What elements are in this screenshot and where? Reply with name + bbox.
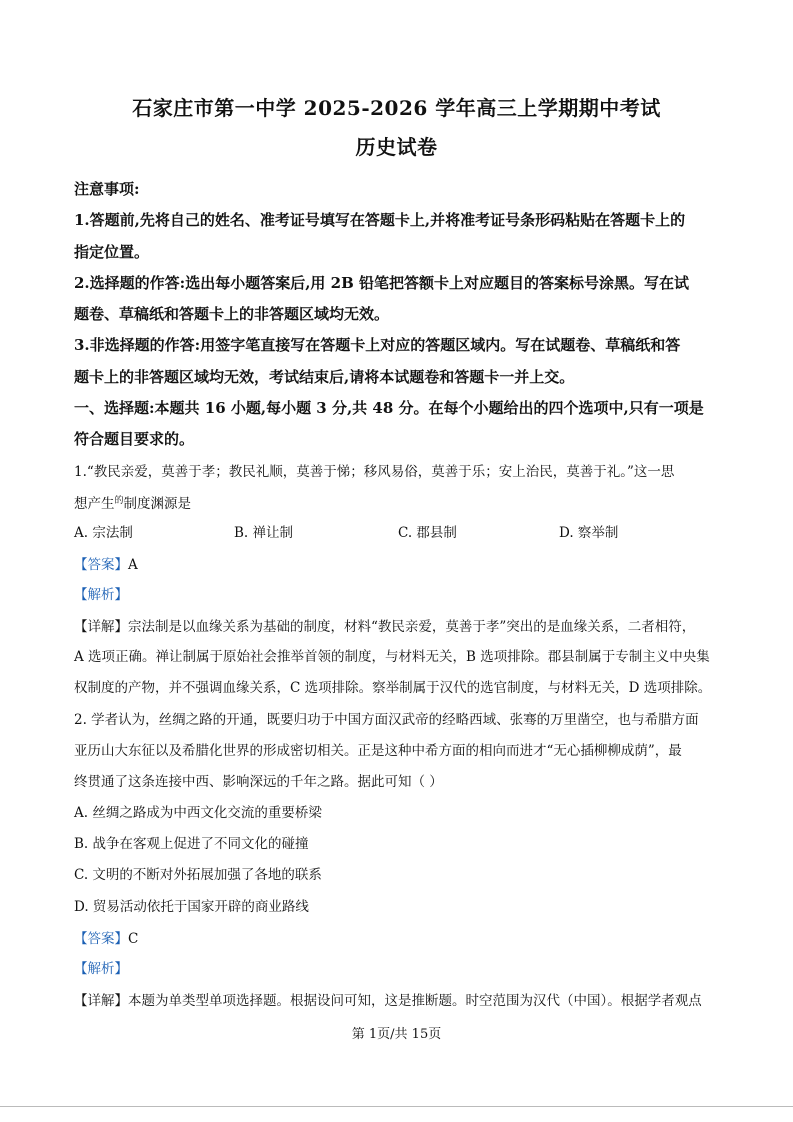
answer-value: C	[128, 931, 139, 947]
exam-title: 石家庄市第一中学 2025-2026 学年高三上学期期中考试	[132, 96, 661, 120]
q1-stem-sup: 的	[114, 496, 124, 506]
notice-line: 1.答题前,先将自己的姓名、准考证号填写在答题卡上,并将准考证号条形码粘贴在答题卡上的	[74, 211, 686, 229]
q2-answer	[74, 927, 138, 947]
q1-detail: A 选项正确。禅让制属于原始社会推举首领的制度，与材料无关，B 选项排除。郡县制属于专制主义中央集	[74, 649, 710, 665]
q2-stem: 亚历山大东征以及希腊化世界的形成密切相关。正是这种中希方面的相向而进才“无心插柳柳成荫”，最	[74, 743, 682, 759]
q2-option-c: C. 文明的不断对外拓展加强了各地的联系	[74, 867, 322, 883]
notice-line: 指定位置。	[74, 243, 150, 261]
q1-answer	[74, 553, 138, 573]
answer-label: 【答案】	[74, 557, 128, 573]
q2-stem: 2. 学者认为，丝绸之路的开通，既要归功于中国方面汉武帝的经略西域、张骞的万里凿空，也与希腊方面	[74, 712, 699, 728]
q1-option-d: D. 察举制	[559, 525, 619, 541]
q2-stem: 终贯通了这条连接中西、影响深远的千年之路。据此可知（ ）	[74, 774, 443, 790]
q1-detail: 【详解】宗法制是以血缘关系为基础的制度，材料“教民亲爱，莫善于孝”突出的是血缘关系，二者相符，	[74, 619, 696, 635]
q1-option-c: C. 郡县制	[398, 525, 457, 541]
notice-line: 2.选择题的作答:选出每小题答案后,用 2B 铅笔把答额卡上对应题目的答案标号涂黑。写在试	[74, 274, 689, 292]
q1-stem-part: 制度渊源是	[123, 496, 192, 512]
exam-subtitle: 历史试卷	[355, 135, 438, 159]
answer-value: A	[128, 557, 138, 573]
q1-option-a: A. 宗法制	[74, 525, 133, 541]
q1-analysis-label: 【解析】	[74, 587, 128, 603]
q2-option-b: B. 战争在客观上促进了不同文化的碰撞	[74, 836, 309, 852]
section-heading: 一、选择题:本题共 16 小题,每小题 3 分,共 48 分。在每个小题给出的四个选项中,只有一项是	[74, 399, 704, 417]
q1-detail: 权制度的产物，并不强调血缘关系，C 选项排除。察举制属于汉代的选官制度，与材料无关，D 选项排除。	[74, 680, 712, 696]
q1-stem-part: 想产生	[74, 496, 115, 512]
q1-option-b: B. 禅让制	[234, 525, 294, 541]
notice-heading: 注意事项:	[74, 180, 140, 198]
q2-option-a: A. 丝绸之路成为中西文化交流的重要桥梁	[74, 805, 322, 821]
notice-line: 题卷、草稿纸和答题卡上的非答题区域均无效。	[74, 305, 390, 323]
section-heading-cont: 符合题目要求的。	[74, 430, 195, 448]
notice-line: 题卡上的非答题区域均无效，考试结束后,请将本试题卷和答题卡一并上交。	[74, 368, 575, 386]
q2-analysis-label: 【解析】	[74, 961, 128, 977]
bottom-divider	[0, 1106, 793, 1107]
q2-option-d: D. 贸易活动依托于国家开辟的商业路线	[74, 899, 309, 915]
q1-stem: 1.“教民亲爱，莫善于孝；教民礼顺，莫善于悌；移风易俗，莫善于乐；安上治民，莫善于礼。”这一思	[74, 464, 675, 480]
answer-label: 【答案】	[74, 931, 128, 947]
notice-line: 3.非选择题的作答:用签字笔直接写在答题卡上对应的答题区域内。写在试题卷、草稿纸和答	[74, 336, 681, 354]
page-number: 第 1页/共 15页	[351, 1027, 442, 1042]
q2-detail: 【详解】本题为单类型单项选择题。根据设问可知，这是推断题。时空范围为汉代（中国）。根据学者观点	[74, 993, 702, 1009]
q1-stem-cont	[74, 492, 191, 512]
